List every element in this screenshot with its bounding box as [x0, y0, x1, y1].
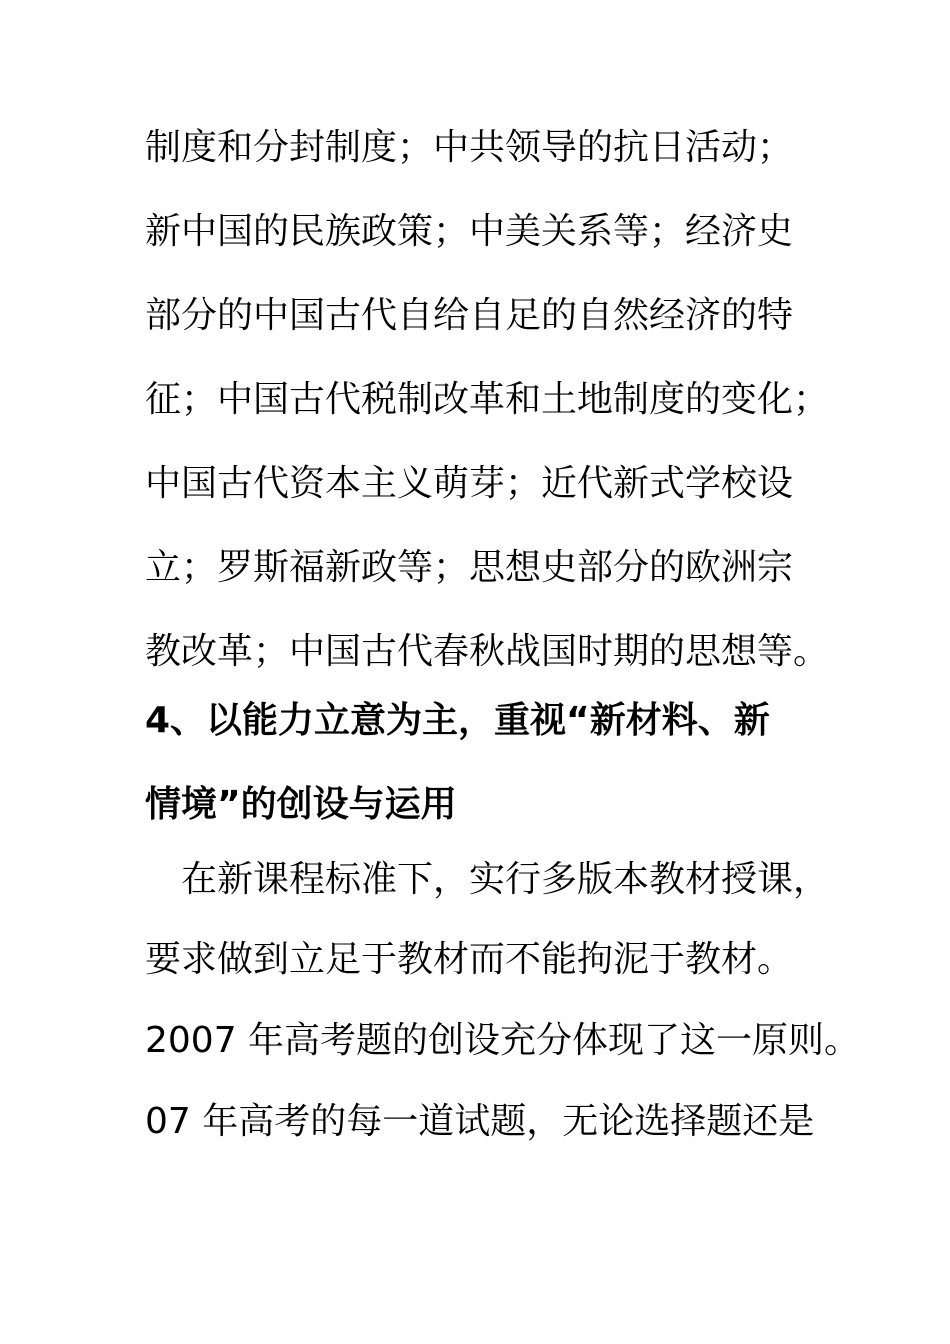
body-text-line: 教改革；中国古代春秋战国时期的思想等。	[145, 631, 830, 672]
paragraph-line: 2007 年高考题的创设充分体现了这一原则。	[145, 1020, 861, 1061]
body-text-line: 立；罗斯福新政等；思想史部分的欧洲宗	[145, 547, 794, 588]
body-text-line: 制度和分封制度；中共领导的抗日活动；	[145, 127, 794, 168]
paragraph-line: 07 年高考的每一道试题，无论选择题还是	[145, 1101, 815, 1142]
section-heading-line: 情境”的创设与运用	[145, 784, 457, 825]
paragraph-line: 要求做到立足于教材而不能拘泥于教材。	[145, 939, 794, 980]
paragraph-line: 在新课程标准下，实行多版本教材授课，	[145, 859, 830, 900]
body-text-line: 部分的中国古代自给自足的自然经济的特	[145, 295, 794, 336]
body-text-line: 征；中国古代税制改革和土地制度的变化；	[145, 379, 830, 420]
body-text-line: 中国古代资本主义萌芽；近代新式学校设	[145, 463, 794, 504]
body-text-line: 新中国的民族政策；中美关系等；经济史	[145, 211, 794, 252]
section-heading-line: 4、以能力立意为主，重视“新材料、新	[145, 700, 770, 741]
